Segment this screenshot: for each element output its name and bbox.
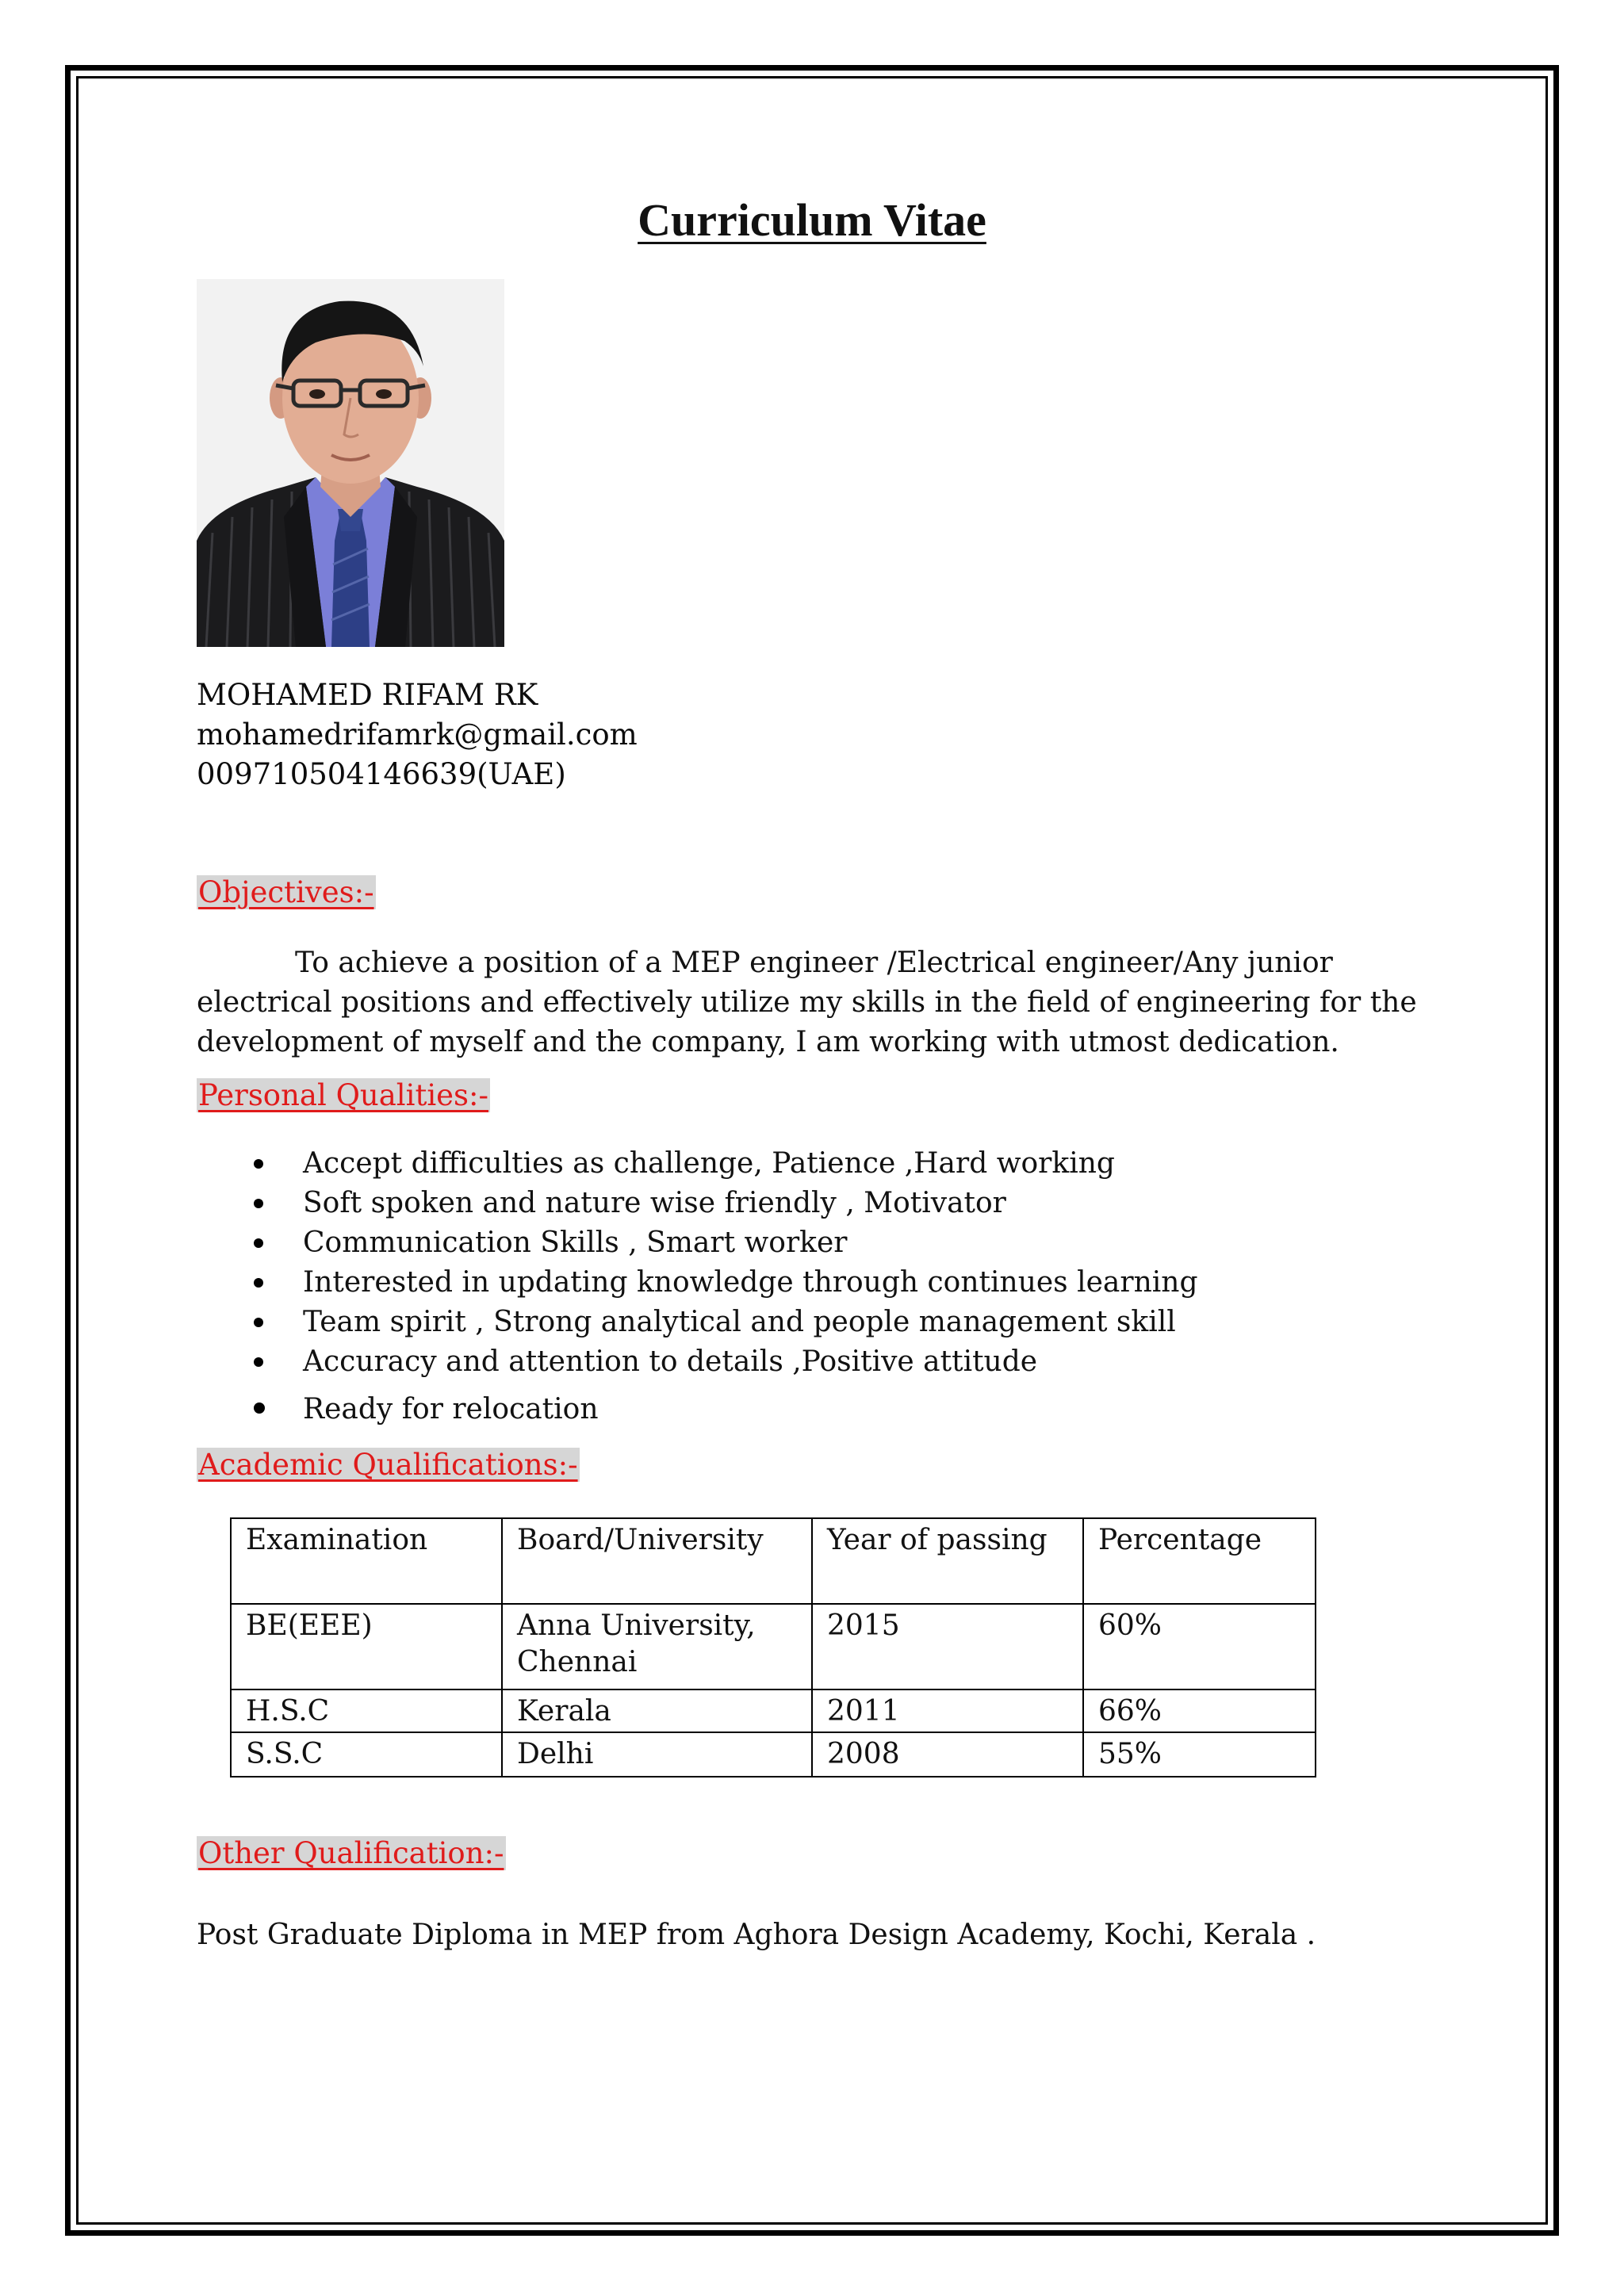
column-header-year: Year of passing [812, 1518, 1083, 1604]
academic-heading: Academic Qualifications:- [198, 1448, 578, 1482]
cell-percentage: 60% [1083, 1604, 1316, 1689]
page-title: Curriculum Vitae [638, 194, 986, 246]
personal-qualities-list [197, 1144, 1198, 1429]
applicant-photo [197, 279, 504, 647]
table-row [231, 1732, 1316, 1777]
column-header-examination: Examination [231, 1518, 502, 1604]
list-item [197, 1144, 1198, 1184]
cell-examination: H.S.C [231, 1689, 502, 1732]
cell-board-line2: Chennai [517, 1646, 638, 1678]
applicant-name: MOHAMED RIFAM RK [197, 678, 538, 712]
list-item [197, 1263, 1198, 1303]
quality-text: Interested in updating knowledge through continues learning [303, 1266, 1198, 1299]
cell-year: 2008 [812, 1732, 1083, 1777]
other-qualification-text: Post Graduate Diploma in MEP from Aghora Design Academy, Kochi, Kerala . [197, 1919, 1316, 1951]
table-row [231, 1604, 1316, 1689]
cell-board: Delhi [502, 1732, 812, 1777]
cell-board-word: Anna [517, 1609, 592, 1642]
applicant-phone: 009710504146639(UAE) [197, 757, 566, 791]
cell-examination: BE(EEE) [231, 1604, 502, 1689]
quality-text: Soft spoken and nature wise friendly , Motivator [303, 1187, 1006, 1219]
bullet-icon [254, 1238, 263, 1248]
contact-block [197, 675, 638, 794]
cell-examination: S.S.C [231, 1732, 502, 1777]
bullet-icon [254, 1159, 263, 1169]
bullet-icon [254, 1318, 263, 1327]
other-qualification-heading: Other Qualification:- [198, 1836, 504, 1870]
list-item [197, 1184, 1198, 1223]
bullet-icon [254, 1402, 265, 1414]
applicant-email[interactable]: mohamedrifamrk@gmail.com [197, 718, 638, 752]
quality-text: Accept difficulties as challenge, Patience ,Hard working [303, 1147, 1115, 1180]
cell-board [502, 1604, 812, 1689]
list-item [197, 1303, 1198, 1342]
quality-text: Communication Skills , Smart worker [303, 1226, 848, 1259]
bullet-icon [254, 1199, 263, 1208]
list-item [197, 1390, 1198, 1429]
quality-text: Ready for relocation [303, 1393, 599, 1425]
bullet-icon [254, 1278, 263, 1288]
column-header-percentage: Percentage [1083, 1518, 1316, 1604]
list-item [197, 1223, 1198, 1263]
personal-qualities-heading: Personal Qualities:- [198, 1078, 489, 1112]
cell-board-word: University, [600, 1609, 756, 1642]
cell-year: 2011 [812, 1689, 1083, 1732]
table-header-row [231, 1518, 1316, 1604]
list-item [197, 1342, 1198, 1382]
bullet-icon [254, 1357, 263, 1367]
academic-table [230, 1517, 1316, 1777]
column-header-board: Board/University [502, 1518, 812, 1604]
table-row [231, 1689, 1316, 1732]
cell-board-line1 [517, 1608, 797, 1644]
cell-year: 2015 [812, 1604, 1083, 1689]
objectives-text [197, 943, 1434, 1062]
cell-percentage: 55% [1083, 1732, 1316, 1777]
objectives-heading: Objectives:- [198, 875, 374, 909]
cell-percentage: 66% [1083, 1689, 1316, 1732]
objectives-paragraph: To achieve a position of a MEP engineer /Electrical engineer/Any junior electrical positions and effectively utilize my skills in the field of engineering for the development of myself and the company, I am working with utmost dedication. [197, 947, 1417, 1058]
quality-text: Team spirit , Strong analytical and people management skill [303, 1306, 1176, 1338]
quality-text: Accuracy and attention to details ,Positive attitude [303, 1345, 1038, 1378]
cell-board: Kerala [502, 1689, 812, 1732]
